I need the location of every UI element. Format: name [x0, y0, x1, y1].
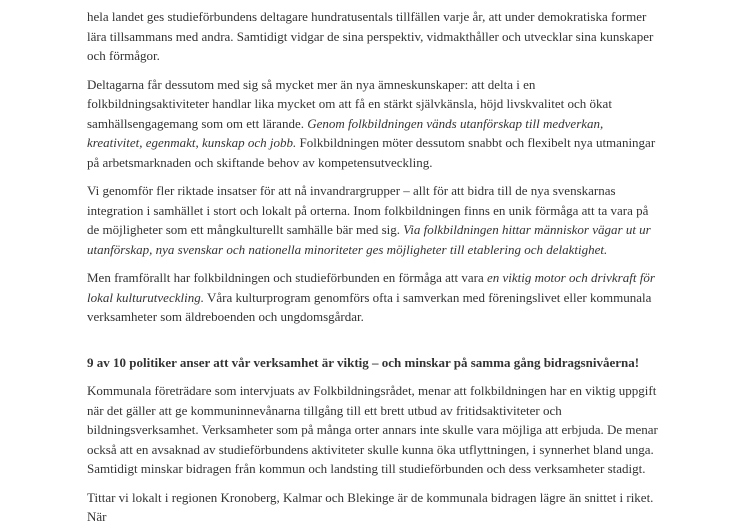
text-run: Vi genomför fler riktade insatser för att nå invandrargrupper – allt för att bidra till de nya svenskarnas integration i samhället i stort och lokalt på orterna. Inom folkbildningen finns en unik förmåga att ta vara på de möjligheter som ett mångkulturellt samhälle bär med sig. — [87, 183, 649, 237]
text-run: Deltagarna får dessutom med sig så mycket mer än nya ämneskunskaper: att delta i en folkbildningsaktiviteter handlar lika mycket om att få en stärkt självkänsla, höjd livskvalitet och ökat samhällsengagemang som om ett lärande. — [87, 76, 612, 131]
text-run: Tittar vi lokalt i regionen Kronoberg, Kalmar och Blekinge är de kommunala bidragen lägre än snittet i riket. När — [87, 489, 654, 524]
paragraph — [87, 181, 658, 259]
text-run: Men framförallt har folkbildningen och studieförbunden en förmåga att vara — [87, 270, 487, 285]
paragraph — [87, 488, 658, 527]
section-heading — [87, 353, 658, 373]
document-body — [87, 7, 658, 527]
paragraph — [87, 268, 658, 327]
text-run: hela landet ges studieförbundens deltagare hundratusentals tillfällen varje år, att under demokratiska former lära tillsammans med andra. Samtidigt vidgar de sina perspektiv, vidmakthåller och utvecklar sina kunskaper och förmågor. — [87, 9, 654, 63]
paragraph — [87, 381, 658, 479]
text-run: 9 av 10 politiker anser att vår verksamhet är viktig – och minskar på samma gång bidragsnivåerna! — [87, 354, 640, 370]
emphasized-text: en viktig motor och drivkraft för lokal kulturutveckling. — [87, 270, 655, 305]
emphasized-text: Via folkbildningen hittar människor vägar ut ur utanförskap, nya svenskar och nationella minoriteter ges möjligheter till etablering och delaktighet. — [87, 222, 651, 257]
paragraph — [87, 75, 658, 173]
emphasized-text: Genom folkbildningen vänds utanförskap till medverkan, kreativitet, egenmakt, kunskap och jobb. — [87, 115, 604, 150]
text-run: Kommunala företrädare som intervjuats av Folkbildningsrådet, menar att folkbildningen har en viktig uppgift när det gäller att ge kommuninnevånarna tillgång till ett brett utbud av fritidsaktiviteter och bildningsverksamhet. Verksamheter som på många orter annars inte skulle vara möjliga att erbjuda. De menar också att en avsaknad av studieförbundens aktiviteter skulle kunna öka utflyttningen, i synnerhet bland unga. Samtidigt minskar bidragen från kommun och landsting till studieförbunden och dess verksamheter stadigt. — [87, 383, 658, 476]
text-run: Våra kulturprogram genomförs ofta i samverkan med föreningslivet eller kommunala verksamheter som äldreboenden och ungdomsgårdar. — [87, 289, 652, 324]
text-run: Folkbildningen möter dessutom snabbt och flexibelt nya utmaningar på arbetsmarknaden och skiftande behov av kompetensutveckling. — [87, 135, 656, 170]
paragraph — [87, 7, 658, 66]
